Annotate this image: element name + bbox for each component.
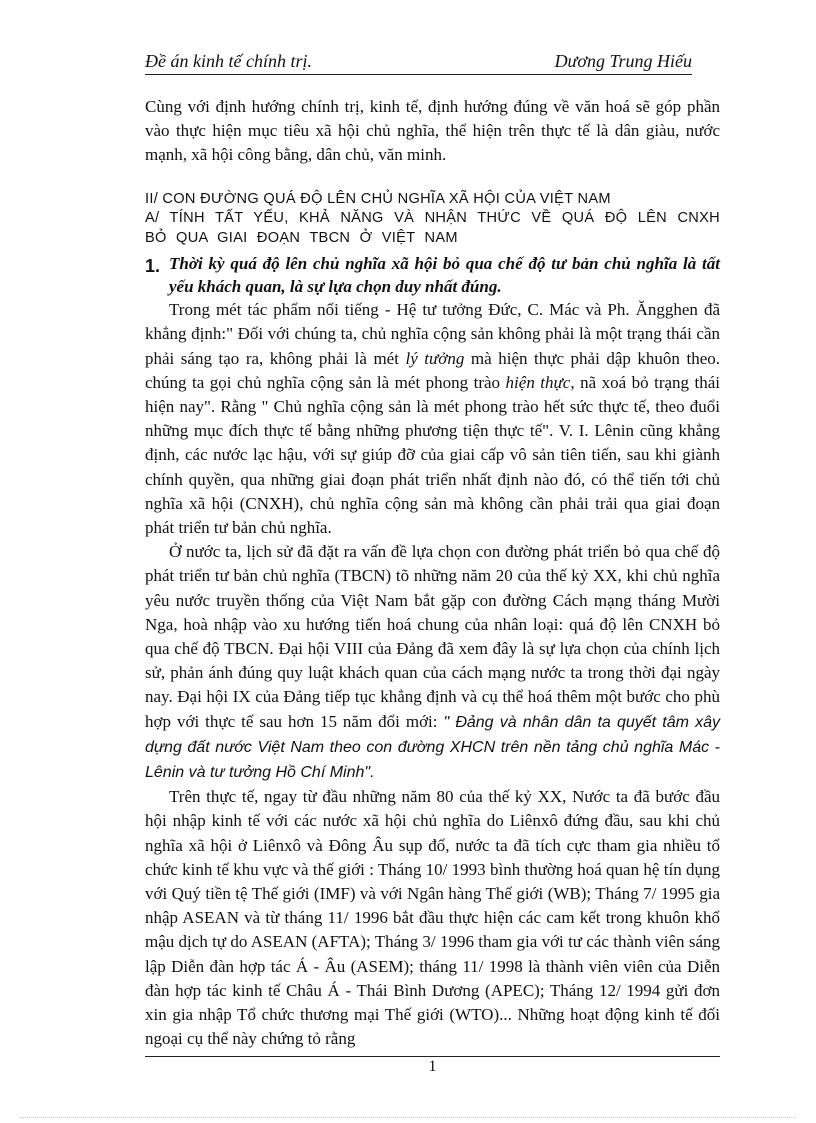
- paragraph-integration: Trên thực tế, ngay từ đầu những năm 80 của thế kỷ XX, Nước ta đã bước đầu hội nhập kinh tế với các nước xã hội chủ nghĩa do Liênxô đứng đầu, sau khi chủ nghĩa xã hội ở Liênxô và Đông Âu sụp đổ, nước ta đã tích cực tham gia nhiều tổ chức kinh tế khu vực và thế giới : Tháng 10/ 1993 bình thường hoá quan hệ tín dụng với Quý tiền tệ Thế giới (IMF) và với Ngân hàng Thế giới (WB); Tháng 7/ 1995 gia nhập ASEAN và từ tháng 11/ 1996 bắt đầu thực hiện các cam kết trong khuôn khổ mậu dịch tự do ASEAN (AFTA); Tháng 3/ 1996 tham gia với tư các thành viên sáng lập Diễn đàn hợp tác Á - Âu (ASEM); tháng 11/ 1998 là thành viên viên của Diễn đàn hợp tác kinh tế Châu Á - Thái Bình Dương (APEC); Tháng 12/ 1994 gửi đơn xin gia nhập Tổ chức thương mại Thế giới (WTO)... Những hoạt động kinh tế đối ngoại cụ thể này chứng tỏ rằng: [145, 787, 720, 1049]
- document-body: [145, 95, 720, 1051]
- header-document-title: Đề án kinh tế chính trị.: [145, 51, 312, 71]
- party-quote: " Đảng và nhân dân ta quyết tâm xây dựng đất nước Việt Nam theo con đường XHCN trên nền tảng chủ nghĩa Mác - Lênin và tư tưởng Hồ Chí Minh".: [145, 713, 720, 781]
- heading-text: Thời kỳ quá độ lên chủ nghĩa xã hội bỏ qua chế độ tư bản chủ nghĩa là tất yếu khách quan, là sự lựa chọn duy nhất đúng.: [169, 254, 720, 296]
- intro-paragraph: Cùng với định hướng chính trị, kinh tế, định hướng đúng về văn hoá sẽ góp phần vào thực hiện mục tiêu xã hội chủ nghĩa, thể hiện trên thực tế là dân giàu, nước mạnh, xã hội công bằng, dân chủ, văn minh.: [145, 97, 720, 165]
- page-header: [145, 50, 692, 75]
- emphasis-text: lý tưởng: [405, 348, 465, 368]
- numbered-heading: [145, 253, 720, 298]
- paragraph-text: Ở nước ta, lịch sử đã đặt ra vấn đề lựa chọn con đường phát triển bỏ qua chế độ phát triển tư bản chủ nghĩa (TBCN) tõ những năm 20 của thế kỷ XX, khi chủ nghĩa yêu nước truyền thống của Việt Nam bắt gặp con đường Cách mạng tháng Mười Nga, hoà nhập vào xu hướng tiến hoá chung của nhân loại: quá độ lên CNXH bỏ qua chế độ TBCN. Đại hội VIII của Đảng đã xem đây là sự lựa chọn của chính lịch sử, phản ánh đúng quy luật khách quan của cách mạng nước ta trong thời đại ngày nay. Đại hội IX của Đảng tiếp tục khẳng định và cụ thể hoá thêm một bước cho phù hợp với thực tế sau hơn 15 năm đổi mới:: [145, 542, 720, 731]
- emphasis-text: hiện thực: [505, 372, 571, 392]
- page-bottom-border: [20, 1117, 796, 1118]
- footer-divider: [145, 1056, 720, 1057]
- paragraph-text: Trong mét tác phẩm nổi tiếng - Hệ tư tưởng Đức, C. Mác và Ph. Ăngghen đã khẳng định:" Đối với chúng ta, chủ nghĩa cộng sản không phải là một trạng thái cần phải sáng tạo ra, không phải là mét: [145, 300, 720, 368]
- subsection-title: A/ TÍNH TẤT YẾU, KHẢ NĂNG VÀ NHẬN THỨC VỀ QUÁ ĐỘ LÊN CNXH BỎ QUA GIAI ĐOẠN TBCN Ở VIỆT NAM: [145, 210, 720, 246]
- paragraph-text: , nã xoá bỏ trạng thái hiện nay". Rằng " Chủ nghĩa cộng sản là mét phong trào hết sức thực tế, theo đuổi những mục đích thực tế bằng những phương tiện thực tế". V. I. Lênin cũng khẳng định, các nước lạc hậu, với sự giúp đỡ của giai cấp vô sản tiên tiến, sau khi giành chính quyền, qua những giai đoạn phát triển nhất định nào đó, có thể tiến tới chủ nghĩa xã hội (CNXH), chủ nghĩa cộng sản mà không cần phải trải qua giai đoạn phát triển tư bản chủ nghĩa.: [145, 372, 721, 537]
- page-number: 1: [428, 1058, 437, 1075]
- section-title: II/ CON ĐƯỜNG QUÁ ĐỘ LÊN CHỦ NGHĨA XÃ HỘI CỦA VIỆT NAM: [145, 190, 611, 207]
- paragraph-text: mà hiện thực phải dập khuôn theo. chúng ta gọi chủ nghĩa cộng sản là mét phong trào: [145, 348, 720, 392]
- paragraph-marx-engels: [145, 298, 720, 540]
- header-author: Dương Trung Hiếu: [554, 51, 692, 71]
- heading-number: 1.: [145, 256, 161, 277]
- paragraph-vietnam-path: [145, 540, 720, 785]
